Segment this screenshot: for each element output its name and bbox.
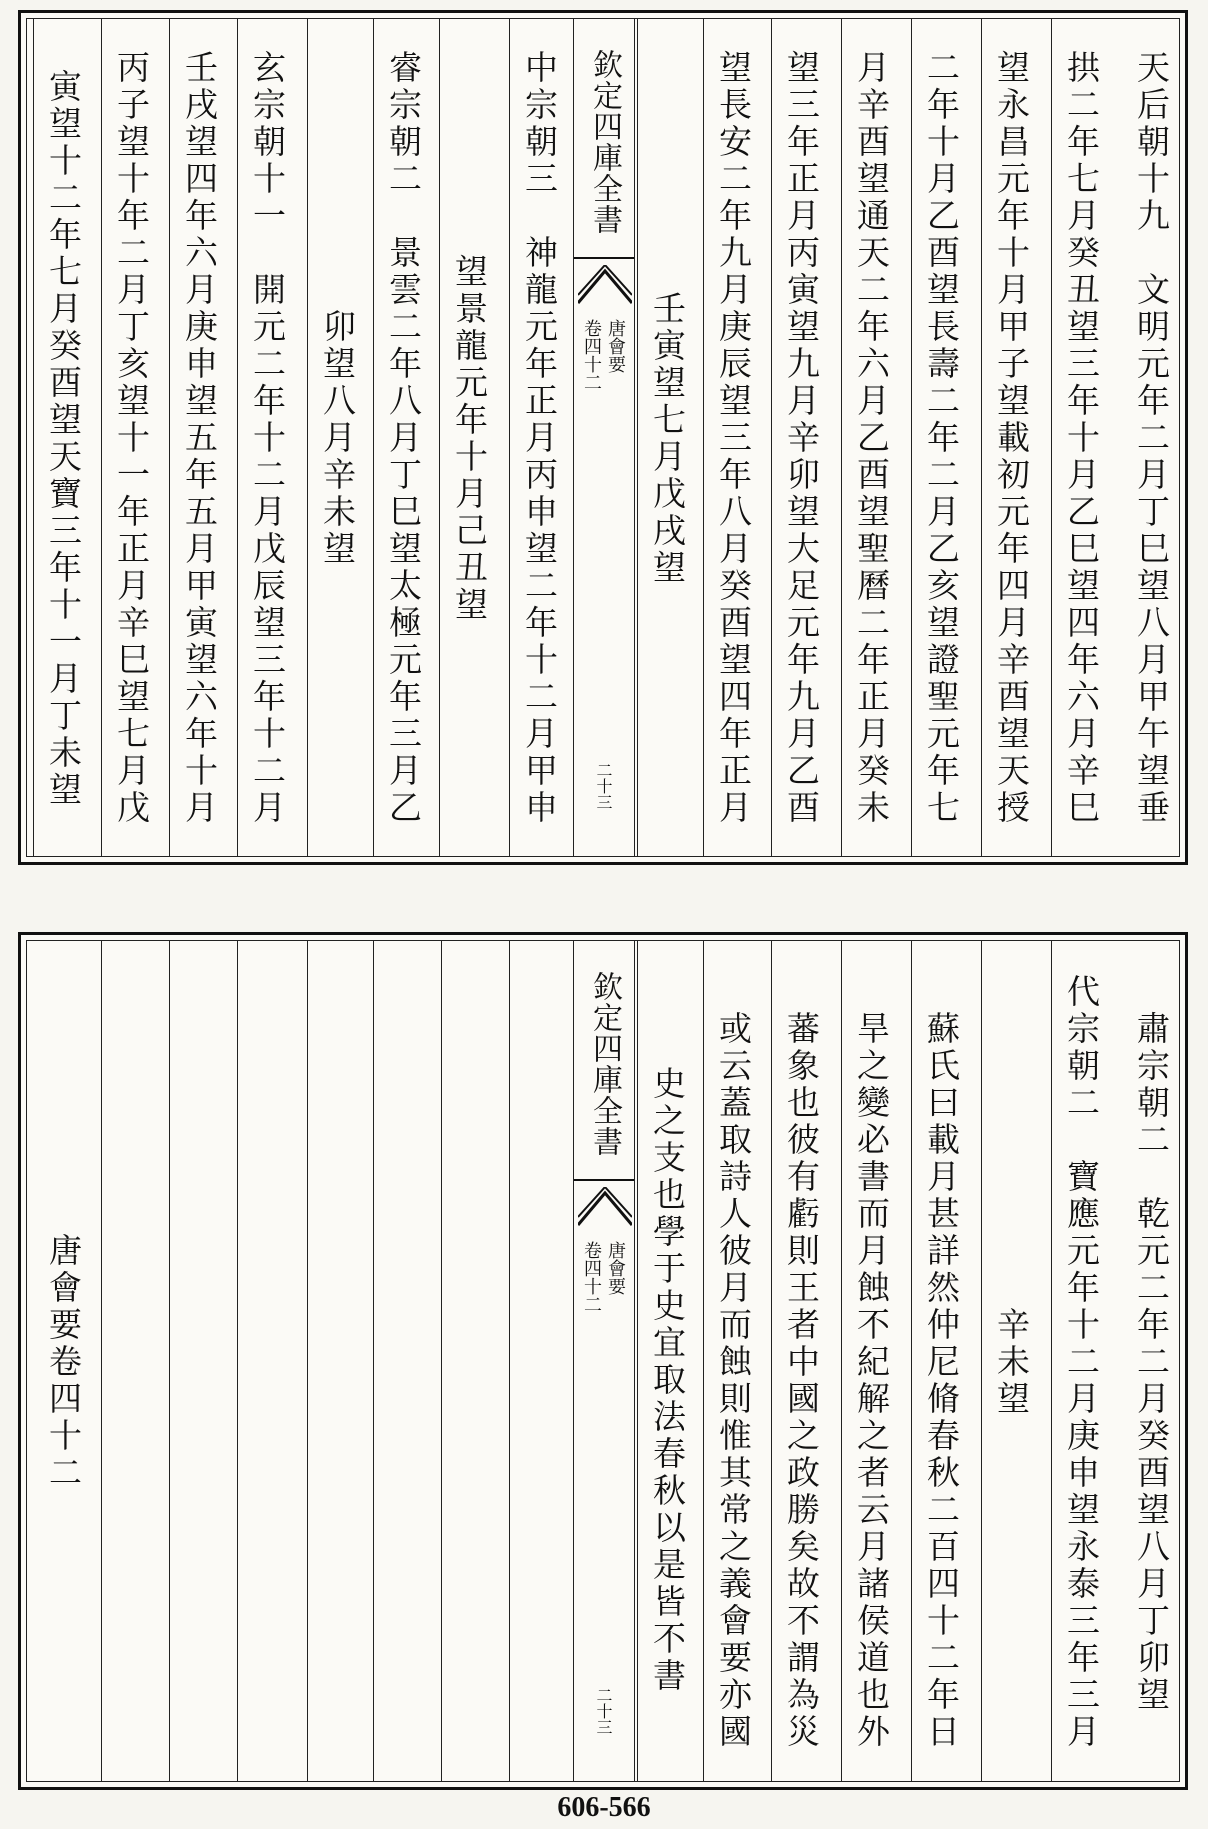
text-column [637,19,697,856]
column-text: 望永昌元年十月甲子望載初元年四月辛酉望天授 [992,50,1031,827]
column-text: 天后朝十九 文明元年二月丁巳望八月甲午望垂 [1132,50,1171,827]
column-text: 壬寅望七月戊戌望 [648,290,687,587]
column-text: 蘇氏曰載月甚詳然仲尼脩春秋二百四十二年日 [922,973,961,1751]
banner-volume: 卷四十二 [581,319,602,391]
text-column [911,941,971,1781]
column-text: 代宗朝二 寶應元年十二月庚申望永泰三年三月 [1062,973,1101,1751]
text-column [981,941,1041,1781]
column-rule [237,941,238,1781]
column-rule [441,941,442,1781]
fold-banner [573,19,635,856]
column-rule [101,941,102,1781]
bottom-page [18,932,1188,1790]
text-column [509,19,569,856]
banner-book: 唐會要 [605,1241,626,1295]
column-text: 拱二年七月癸丑望三年十月乙巳望四年六月辛巳 [1062,50,1101,827]
banner-leaf: 二十三 [594,1687,613,1735]
column-text: 旱之變必書而月蝕不紀解之者云月諸侯道也外 [852,973,891,1751]
fold-banner [573,941,635,1781]
text-column [439,19,499,856]
fish-tail-ornament [578,265,632,305]
text-column [911,19,971,856]
column-rule [509,941,510,1781]
banner-volume: 卷四十二 [581,1241,602,1313]
column-text: 唐會要卷四十二 [44,1232,83,1492]
text-column [981,19,1041,856]
text-column [637,941,697,1781]
text-column [1121,19,1181,856]
column-text: 望長安二年九月庚辰望三年八月癸酉望四年正月 [714,50,753,827]
column-text: 蕃象也彼有虧則王者中國之政勝矣故不謂為災 [782,973,821,1751]
column-text: 辛未望 [992,1306,1031,1418]
column-text: 丙子望十年二月丁亥望十一年正月辛巳望七月戊 [112,50,151,827]
column-text: 玄宗朝十一 開元二年十二月戊辰望三年十二月 [248,50,287,827]
text-column [703,19,763,856]
banner-title: 欽定四庫全書 [574,27,634,259]
column-text: 卯望八月辛未望 [318,309,357,568]
text-column [33,19,93,856]
page-number: 606-566 [557,1792,651,1823]
text-column [1121,941,1181,1781]
text-column [841,19,901,856]
column-text: 中宗朝三 神龍元年正月丙申望二年十二月甲申 [520,50,559,827]
column-rule [307,941,308,1781]
column-text: 二年十月乙酉望長壽二年二月乙亥望證聖元年七 [922,50,961,827]
text-column [703,941,763,1781]
column-text: 月辛酉望通天二年六月乙酉望聖曆二年正月癸未 [852,50,891,827]
volume-end-title [33,941,93,1781]
column-rule [373,941,374,1781]
top-page [18,10,1188,865]
column-text: 睿宗朝二 景雲二年八月丁巳望太極元年三月乙 [384,50,423,827]
banner-leaf: 二十三 [594,762,613,810]
text-column [237,19,297,856]
text-column [1051,941,1111,1781]
banner-book: 唐會要 [605,319,626,373]
column-text: 望三年正月丙寅望九月辛卯望大足元年九月乙酉 [782,50,821,827]
column-text: 肅宗朝二 乾元二年二月癸酉望八月丁卯望 [1132,1010,1171,1714]
text-column [307,19,367,856]
text-column [1051,19,1111,856]
text-column [169,19,229,856]
text-column [101,19,161,856]
column-text: 史之支也學于史宜取法春秋以是皆不書 [648,1029,687,1695]
fish-tail-ornament [578,1187,632,1227]
text-column [841,941,901,1781]
column-text: 或云蓋取詩人彼月而蝕則惟其常之義會要亦國 [714,973,753,1751]
column-text: 壬戌望四年六月庚申望五年五月甲寅望六年十月 [180,50,219,827]
text-column [771,941,831,1781]
column-text: 望景龍元年十月己丑望 [450,253,489,624]
column-rule [169,941,170,1781]
column-text: 寅望十二年七月癸酉望天寶三年十一月丁未望 [44,68,83,809]
text-column [771,19,831,856]
text-column [373,19,433,856]
banner-title: 欽定四庫全書 [574,949,634,1181]
